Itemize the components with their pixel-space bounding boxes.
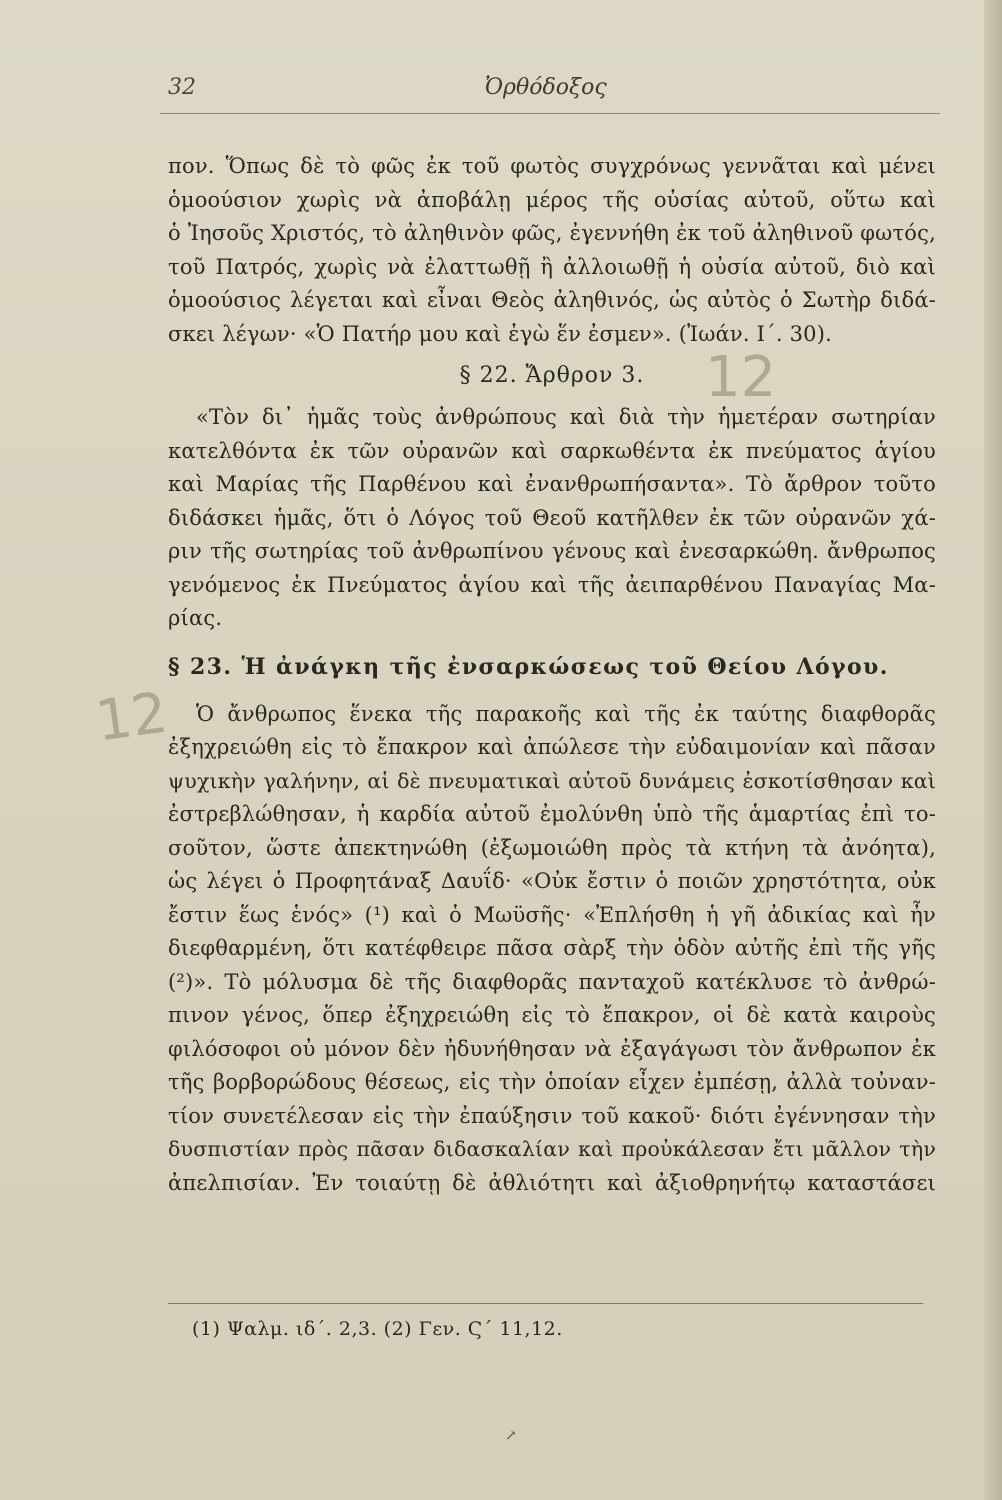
text-line: φιλόσοφοι οὐ μόνον δὲν ἠδυνήθησαν νὰ ἐξαγάγωσι τὸν ἄνθρωπον ἐκ	[168, 1036, 936, 1061]
text-line: ἔστιν ἕως ἑνός» (¹) καὶ ὁ Μωϋσῆς· «Ἐπλήσθη ἡ γῆ ἀδικίας καὶ ἦν	[168, 902, 936, 927]
text-line: τῆς βορβορώδους θέσεως, εἰς τὴν ὁποίαν εἶχεν ἐμπέσῃ, ἀλλὰ τοὐναν-	[168, 1070, 936, 1094]
footnote: (1) Ψαλμ. ιδ΄. 2,3. (2) Γεν. Ϛ΄ 11,12.	[192, 1318, 563, 1340]
text-line: σοῦτον, ὥστε ἀπεκτηνώθη (ἐξωμοιώθη πρὸς τὰ κτήνη τὰ ἀνόητα),	[168, 835, 936, 860]
handwritten-mark: 12	[91, 680, 172, 755]
text-line: δυσπιστίαν πρὸς πᾶσαν διδασκαλίαν καὶ προὐκάλεσαν ἔτι μᾶλλον τὴν	[168, 1137, 936, 1161]
text-line: Ὁ ἄνθρωπος ἕνεκα τῆς παρακοῆς καὶ τῆς ἐκ ταύτης διαφθορᾶς	[196, 701, 936, 726]
text-line: διεφθαρμένη, ὅτι κατέφθειρε πᾶσα σὰρξ τὴν ὁδὸν αὐτῆς ἐπὶ τῆς γῆς	[168, 936, 936, 960]
text-line: ριν τῆς σωτηρίας τοῦ ἀνθρωπίνου γένους καὶ ἐνεσαρκώθη. ἄνθρωπος	[168, 539, 936, 563]
page-body	[168, 150, 936, 1200]
text-line: ψυχικὴν γαλήνην, αἱ δὲ πνευματικαὶ αὐτοῦ δυνάμεις ἐσκοτίσθησαν καὶ	[168, 768, 936, 793]
stray-mark-icon: ↗	[505, 1428, 517, 1444]
section-22-heading: § 22. Ἄρθρον 3.	[459, 363, 645, 388]
text-line: ὁ Ἰησοῦς Χριστός, τὸ ἀληθινὸν φῶς, ἐγεννήθη ἐκ τοῦ ἀληθινοῦ φωτός,	[168, 221, 936, 245]
paragraph-1	[168, 150, 936, 351]
text-line: ἐστρεβλώθησαν, ἡ καρδία αὐτοῦ ἐμολύνθη ὑπὸ τῆς ἁμαρτίας ἐπὶ το-	[168, 802, 936, 826]
text-line: (²)». Τὸ μόλυσμα δὲ τῆς διαφθορᾶς πανταχοῦ κατέκλυσε τὸ ἀνθρώ-	[168, 969, 936, 994]
text-line: πον. Ὅπως δὲ τὸ φῶς ἐκ τοῦ φωτὸς συγχρόνως γεννᾶται καὶ μένει	[168, 154, 936, 178]
section-23-text	[168, 698, 936, 1201]
page-header	[160, 75, 940, 105]
text-line: γενόμενος ἐκ Πνεύματος ἁγίου καὶ τῆς ἀειπαρθένου Παναγίας Μα-	[168, 572, 936, 597]
header-rule	[160, 113, 940, 114]
text-line: διδάσκει ἡμᾶς, ὅτι ὁ Λόγος τοῦ Θεοῦ κατῆλθεν ἐκ τῶν οὐρανῶν χά-	[168, 505, 936, 530]
text-line: ὡς λέγει ὁ Προφητάναξ Δαυΐδ· «Οὐκ ἔστιν ὁ ποιῶν χρηστότητα, οὐκ	[168, 869, 936, 893]
handwritten-mark: 12	[705, 345, 777, 410]
section-23-heading: § 23. Ἡ ἀνάγκη τῆς ἐνσαρκώσεως τοῦ Θείου Λόγου.	[168, 653, 889, 680]
text-line: ὁμοούσιος λέγεται καὶ εἶναι Θεὸς ἀληθινός, ὡς αὐτὸς ὁ Σωτὴρ διδά-	[168, 288, 936, 312]
text-line: ρίας.	[168, 606, 223, 630]
page-edge	[984, 0, 1002, 1500]
section-22-text	[168, 401, 936, 636]
text-line: καὶ Μαρίας τῆς Παρθένου καὶ ἐνανθρωπήσαντα». Τὸ ἄρθρον τοῦτο	[168, 472, 936, 496]
text-line: «Τὸν δι᾽ ἡμᾶς τοὺς ἀνθρώπους καὶ διὰ τὴν ἡμετέραν σωτηρίαν	[196, 405, 936, 429]
page-number: 32	[168, 75, 196, 100]
text-line: πινον γένος, ὅπερ ἐξηχρειώθη εἰς τὸ ἔπακρον, οἱ δὲ κατὰ καιροὺς	[168, 1003, 936, 1027]
text-line: τοῦ Πατρός, χωρὶς νὰ ἐλαττωθῇ ἢ ἀλλοιωθῇ ἡ οὐσία αὐτοῦ, διὸ καὶ	[168, 254, 936, 279]
running-title: Ὀρθόδοξος	[485, 75, 607, 100]
text-line: σκει λέγων· «Ὁ Πατήρ μου καὶ ἐγὼ ἕν ἐσμεν». (Ἰωάν. Ι΄. 30).	[168, 321, 832, 346]
text-line: ἐξηχρειώθη εἰς τὸ ἔπακρον καὶ ἀπώλεσε τὴν εὐδαιμονίαν καὶ πᾶσαν	[168, 735, 936, 759]
text-line: ἀπελπισίαν. Ἐν τοιαύτῃ δὲ ἀθλιότητι καὶ ἀξιοθρηνήτῳ καταστάσει	[168, 1170, 936, 1195]
text-line: κατελθόντα ἐκ τῶν οὐρανῶν καὶ σαρκωθέντα ἐκ πνεύματος ἁγίου	[168, 438, 936, 463]
text-line: τίον συνετέλεσαν εἰς τὴν ἐπαύξησιν τοῦ κακοῦ· διότι ἐγέννησαν τὴν	[168, 1103, 936, 1128]
text-line: ὁμοούσιον χωρὶς νὰ ἀποβάλῃ μέρος τῆς οὐσίας αὐτοῦ, οὕτω καὶ	[168, 187, 936, 212]
footnote-rule	[168, 1303, 923, 1304]
